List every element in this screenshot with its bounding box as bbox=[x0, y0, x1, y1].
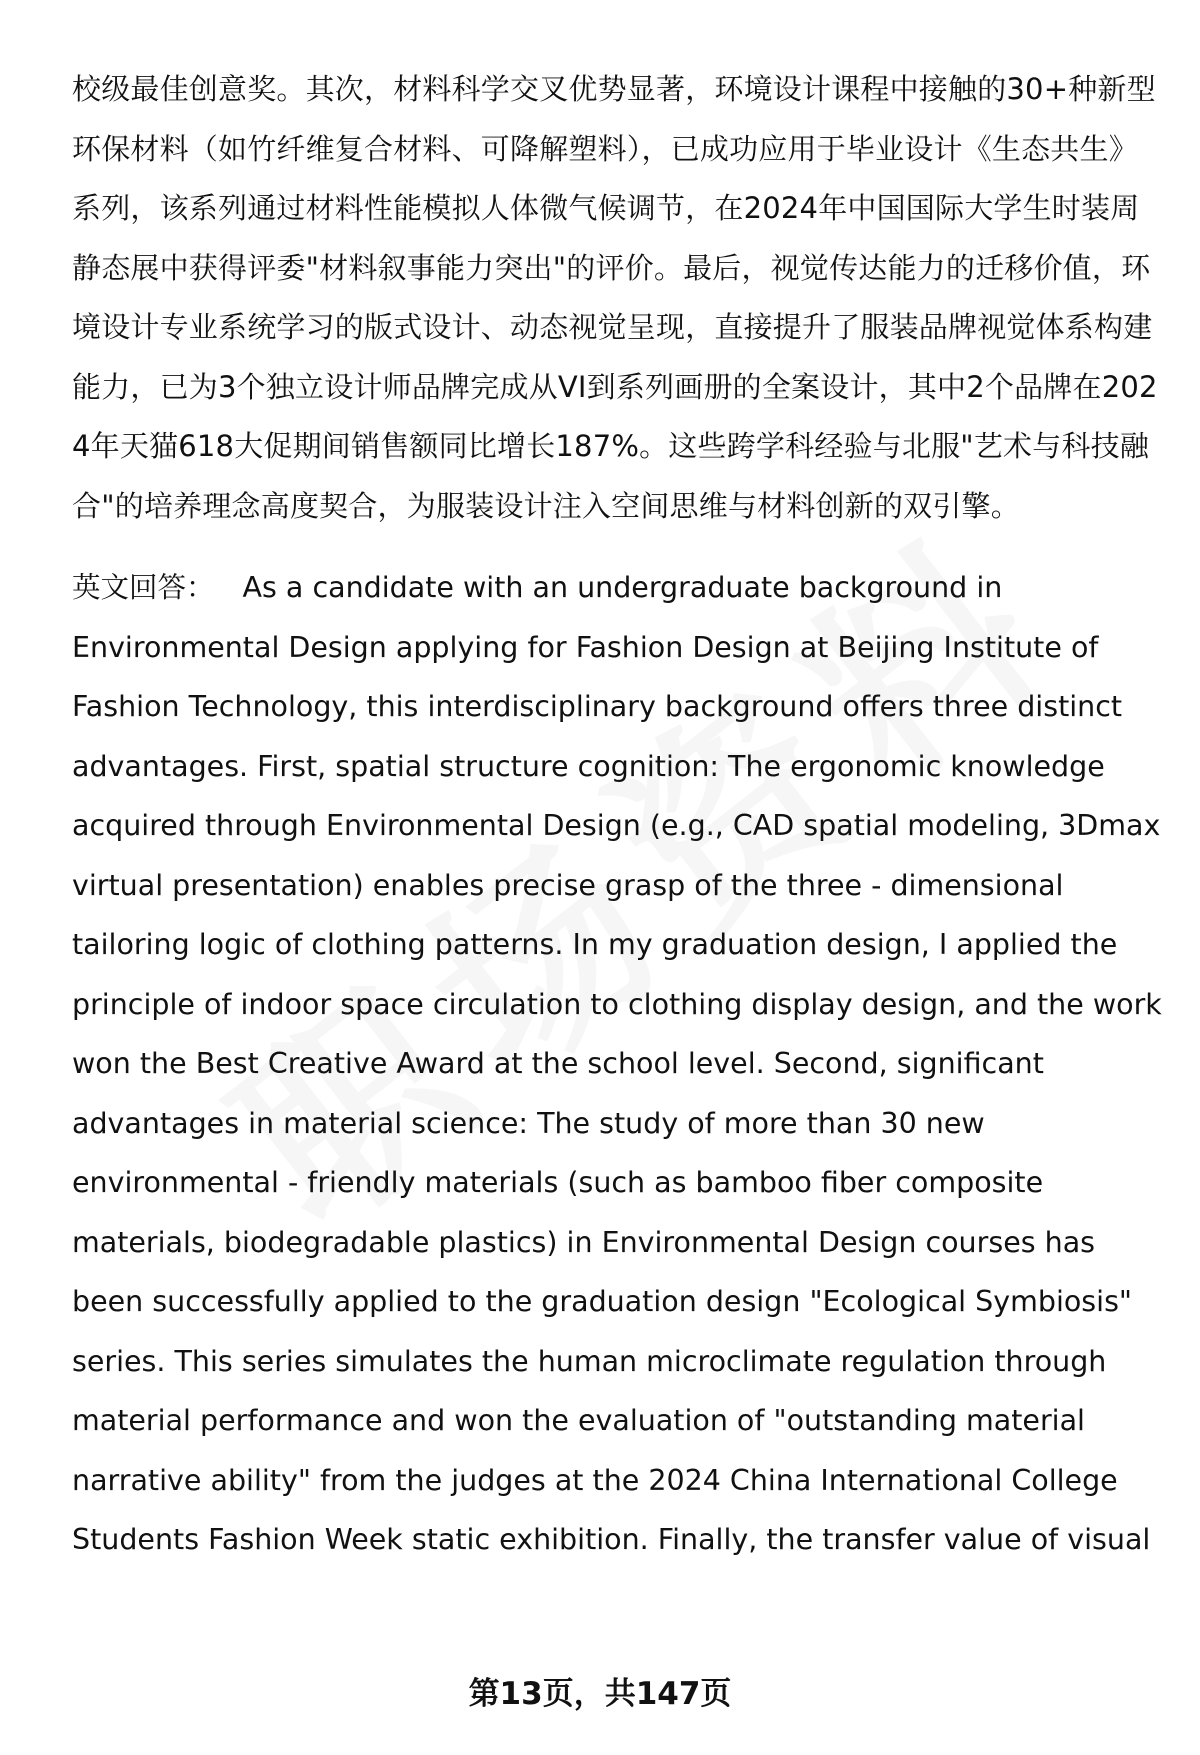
english-answer-label: 英文回答： bbox=[72, 571, 215, 604]
document-body bbox=[72, 60, 1162, 1570]
english-answer-text: As a candidate with an undergraduate background in Environmental Design applying for Fashion Design at Beijing Institute of Fashion Technology, this interdisciplinary background offers three distinct advantages. First, spatial structure cognition: The ergonomic knowledge acquired through Environmental Design (e.g., CAD spatial modeling, 3Dmax virtual presentation) enables precise grasp of the three - dimensional tailoring logic of clothing patterns. In my graduation design, I applied the principle of indoor space circulation to clothing display design, and the work won the Best Creative Award at the school level. Second, significant advantages in material science: The study of more than 30 new environmental - friendly materials (such as bamboo fiber composite materials, biodegradable plastics) in Environmental Design courses has been successfully applied to the graduation design "Ecological Symbiosis" series. This series simulates the human microclimate regulation through material performance and won the evaluation of "outstanding material narrative ability" from the judges at the 2024 China International College Students Fashion Week static exhibition. Finally, the transfer value of visual bbox=[72, 571, 1162, 1556]
page-number-footer: 第13页，共147页 bbox=[468, 1676, 732, 1712]
chinese-answer-paragraph: 校级最佳创意奖。其次，材料科学交叉优势显著，环境设计课程中接触的30+种新型环保材料（如竹纤维复合材料、可降解塑料），已成功应用于毕业设计《生态共生》系列，该系列通过材料性能模拟人体微气候调节，在2024年中国国际大学生时装周静态展中获得评委"材料叙事能力突出"的评价。最后，视觉传达能力的迁移价值，环境设计专业系统学习的版式设计、动态视觉呈现，直接提升了服装品牌视觉体系构建能力，已为3个独立设计师品牌完成从VI到系列画册的全案设计，其中2个品牌在2024年天猫618大促期间销售额同比增长187%。这些跨学科经验与北服"艺术与科技融合"的培养理念高度契合，为服装设计注入空间思维与材料创新的双引擎。 bbox=[72, 72, 1158, 523]
english-answer-paragraph bbox=[72, 558, 1162, 1570]
